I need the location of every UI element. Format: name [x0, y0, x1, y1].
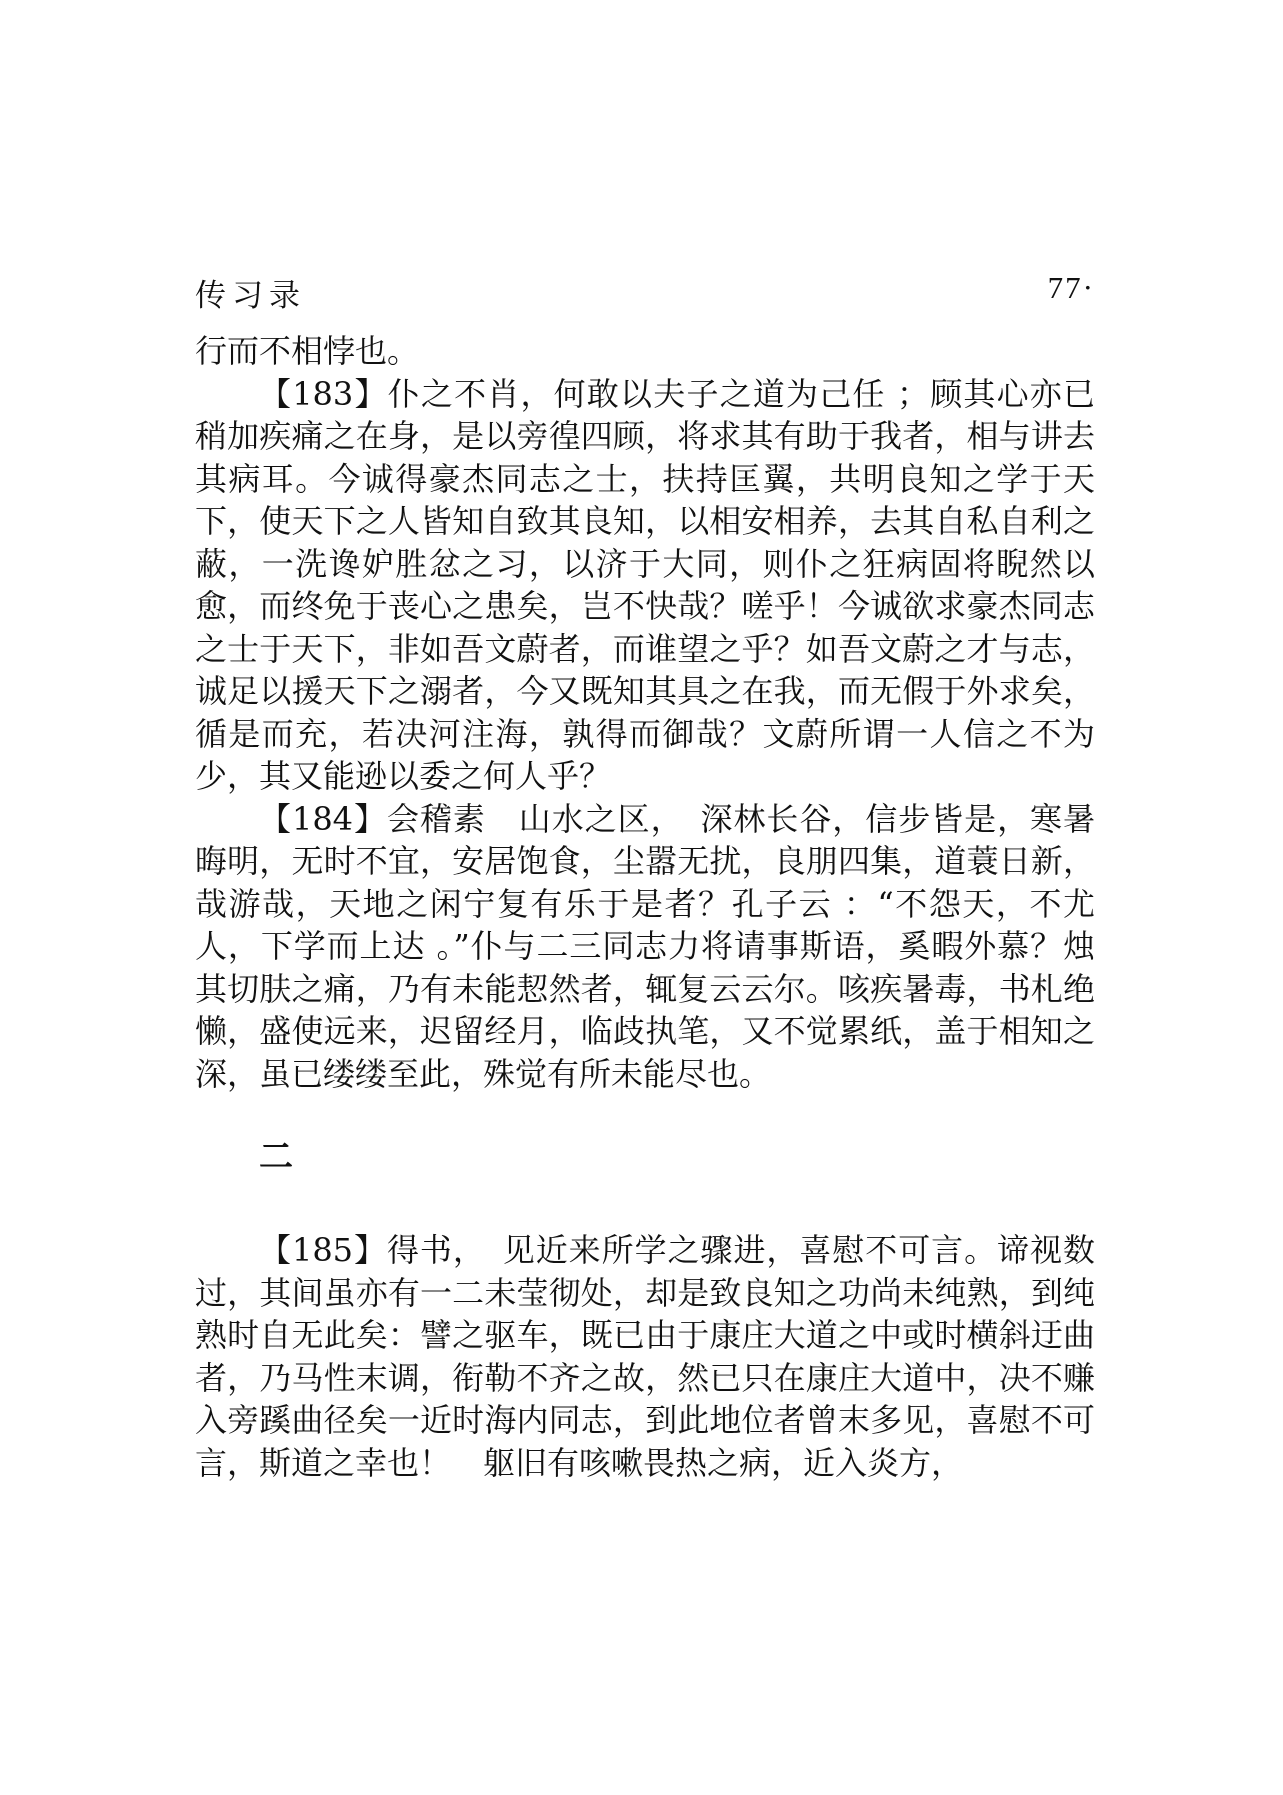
paragraph-183: 【183】仆之不肖，何敢以夫子之道为己任 ；顾其心亦已稍加疾痛之在身，是以旁徨四顾，将求其有助于我者，相与讲去其病耳。今诚得豪杰同志之士，扶持匡翼，共明良知之学于天下，使天下之人皆知自致其良知，以相安相养，去其自私自利之蔽，一洗谗妒胜忿之习，以济于大同，则仆之狂病固将睨然以愈，而终免于丧心之患矣，岂不快哉？嗟乎！今诚欲求豪杰同志之士于天下，非如吾文蔚者，而谁望之乎？如吾文蔚之才与志，诚足以援天下之溺者，今又既知其具之在我，而无假于外求矣，循是而充，若决河注海，孰得而御哉？文蔚所谓一人信之不为少，其又能逊以委之何人乎？ [195, 374, 1095, 795]
section-number: 二 [259, 1137, 293, 1177]
page-number: 77· [1047, 270, 1095, 305]
page-header [195, 270, 1095, 322]
book-page [195, 270, 1095, 1484]
book-title: 传习录 [195, 278, 306, 314]
paragraph-continuation: 行而不相悖也。 [195, 332, 420, 370]
paragraph-185: 【185】得书， 见近来所学之骤进，喜慰不可言。谛视数过，其间虽亦有一二未莹彻处，却是致良知之功尚未纯熟，到纯熟时自无此矣：譬之驱车，既已由于康庄大道之中或时横斜迂曲者，乃马性末调，衔勒不齐之故，然已只在康庄大道中，决不赚入旁蹊曲径矣一近时海内同志，到此地位者曾末多见，喜慰不可言，斯道之幸也！ 躯旧有咳嗽畏热之病，近入炎方， [195, 1231, 1095, 1482]
body-text [195, 330, 1095, 1484]
paragraph-184: 【184】会稽素 山水之区， 深林长谷，信步皆是，寒暑晦明，无时不宜，安居饱食，尘嚣无扰，良朋四集，道蓑日新，哉游哉，天地之闲宁复有乐于是者？孔子云 ：“不怨天，不尤人，下学而上达 。”仆与二三同志力将请事斯语，奚暇外慕？烛其切肤之痛，乃有未能恝然者，辄复云云尔。咳疾暑毒，书札绝懒，盛使远来，迟留经月，临歧执笔，又不觉累纸，盖于相知之深，虽已缕缕至此，殊觉有所未能尽也。 [195, 799, 1095, 1093]
